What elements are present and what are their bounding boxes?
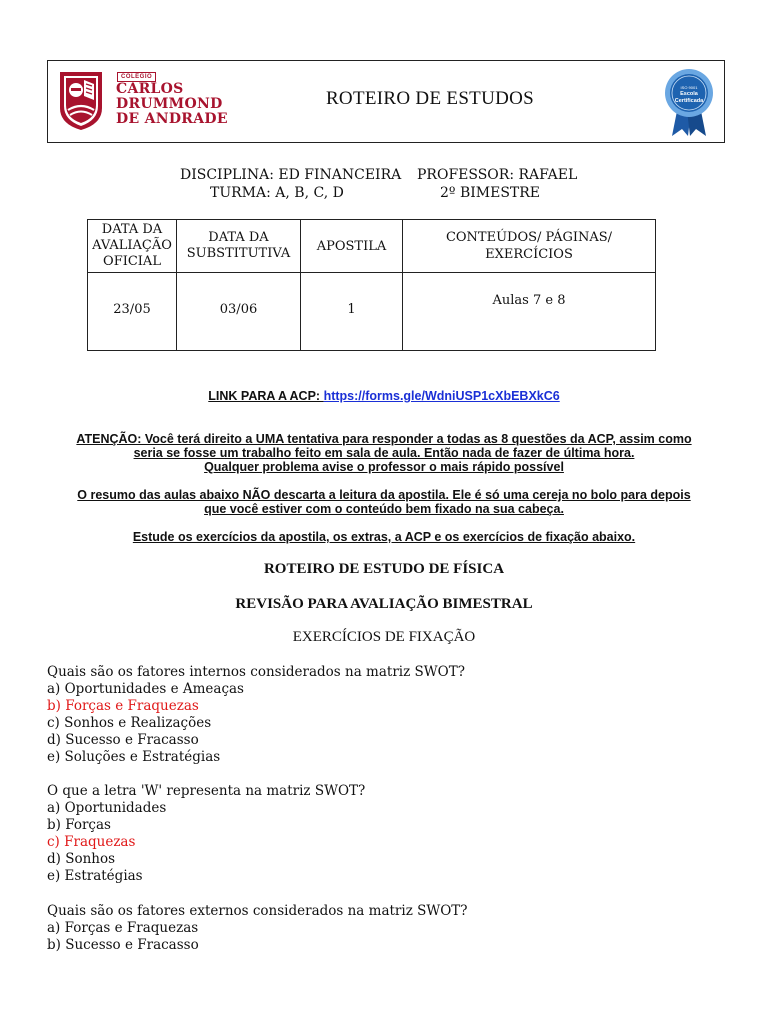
table-cell-substitute-date: 03/06	[177, 273, 301, 351]
list-item: e) Estratégias	[47, 868, 143, 884]
acp-link-line	[0, 389, 768, 403]
heading-exercises: EXERCÍCIOS DE FIXAÇÃO	[292, 629, 476, 645]
table-header-cell: CONTEÚDOS/ PÁGINAS/ EXERCÍCIOS	[403, 220, 656, 273]
attention-line-3: Qualquer problema avise o professor o mais rápido possível	[204, 460, 564, 474]
list-item-correct: b) Forças e Fraquezas	[47, 698, 199, 714]
table-row	[88, 273, 656, 351]
school-name-line2: DRUMMOND	[116, 96, 223, 112]
list-item: b) Forças	[47, 817, 111, 833]
heading-physics: ROTEIRO DE ESTUDO DE FÍSICA	[263, 561, 505, 577]
badge-iso: ISO 9001	[680, 85, 698, 90]
question-1: Quais são os fatores internos considerados na matriz SWOT?	[47, 664, 465, 680]
list-item: e) Soluções e Estratégias	[47, 749, 221, 765]
term: 2º BIMESTRE	[440, 185, 541, 201]
professor: PROFESSOR: RAFAEL	[417, 167, 578, 183]
list-item: a) Forças e Fraquezas	[47, 920, 199, 936]
table-header-row	[88, 220, 656, 273]
attention-line-1: ATENÇÃO: Você terá direito a UMA tentativa para responder a todas as 8 questões da ACP, assim como	[76, 432, 692, 446]
table-header-cell: DATA DA SUBSTITUTIVA	[177, 220, 301, 273]
list-item-correct: c) Fraquezas	[47, 834, 136, 850]
badge-line2: Certificada	[674, 98, 704, 104]
list-item: a) Oportunidades	[47, 800, 167, 816]
list-item: c) Sonhos e Realizações	[47, 715, 212, 731]
certification-badge	[664, 68, 714, 138]
list-item: d) Sucesso e Fracasso	[47, 732, 199, 748]
class-list: TURMA: A, B, C, D	[210, 185, 344, 201]
document-title: ROTEIRO DE ESTUDOS	[325, 88, 535, 109]
school-tag: COLÉGIO	[117, 72, 156, 82]
summary-line-2: que você estiver com o conteúdo bem fixado na sua cabeça.	[204, 502, 564, 516]
school-name-line3: DE ANDRADE	[116, 111, 228, 127]
summary-line-1: O resumo das aulas abaixo NÃO descarta a leitura da apostila. Ele é só uma cereja no bolo para depois	[77, 488, 691, 502]
schedule-table	[87, 219, 656, 351]
badge-line1: Escola	[680, 91, 698, 97]
list-item: d) Sonhos	[47, 851, 116, 867]
school-logo-icon	[58, 70, 104, 132]
acp-link-label: LINK PARA A ACP:	[208, 389, 324, 403]
list-item: b) Sucesso e Fracasso	[47, 937, 199, 953]
study-line: Estude os exercícios da apostila, os extras, a ACP e os exercícios de fixação abaixo.	[132, 530, 636, 544]
table-cell-handout: 1	[301, 273, 403, 351]
list-item: a) Oportunidades e Ameaças	[47, 681, 244, 697]
school-name-line1: CARLOS	[116, 81, 184, 97]
acp-link[interactable]: https://forms.gle/WdniUSP1cXbEBXkC6	[323, 389, 560, 403]
question-3: Quais são os fatores externos considerados na matriz SWOT?	[47, 903, 468, 919]
table-cell-contents: Aulas 7 e 8	[403, 273, 656, 351]
table-header-cell: APOSTILA	[301, 220, 403, 273]
question-2: O que a letra 'W' representa na matriz SWOT?	[47, 783, 366, 799]
discipline: DISCIPLINA: ED FINANCEIRA	[180, 167, 402, 183]
heading-review: REVISÃO PARA AVALIAÇÃO BIMESTRAL	[235, 596, 533, 612]
table-cell-official-date: 23/05	[88, 273, 177, 351]
attention-line-2: seria se fosse um trabalho feito em sala de aula. Então nada de fazer de última hora.	[133, 446, 635, 460]
table-header-cell: DATA DA AVALIAÇÃO OFICIAL	[88, 220, 177, 273]
